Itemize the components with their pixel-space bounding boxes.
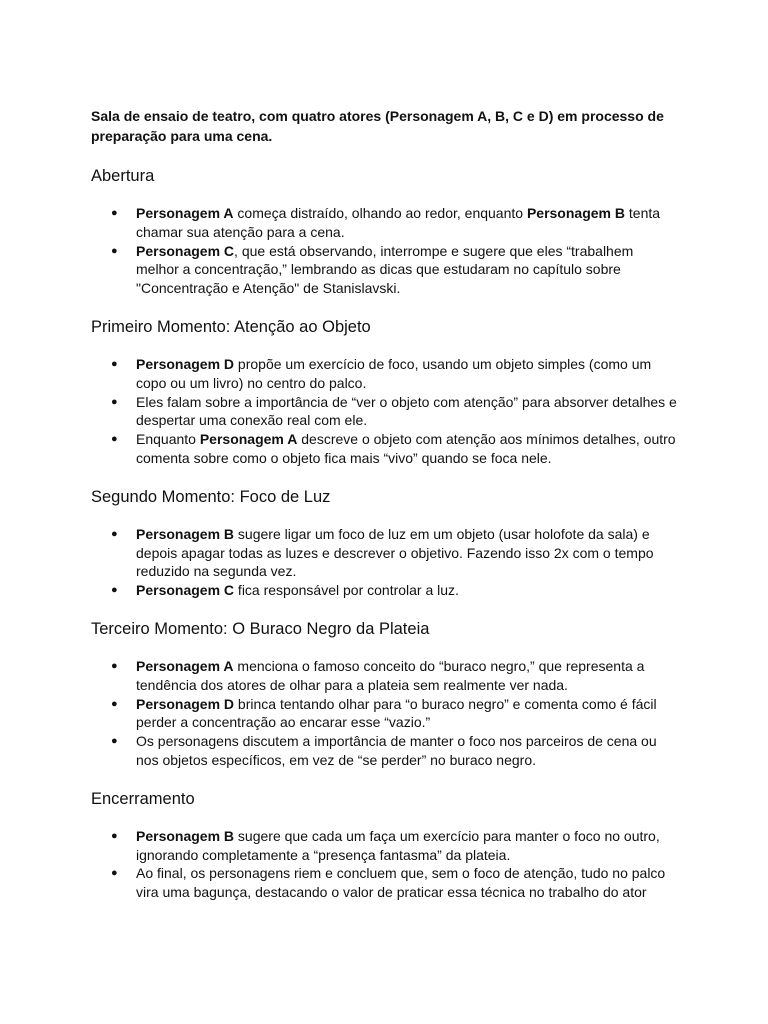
bullet-list (91, 204, 678, 298)
item-text: fica responsável por controlar a luz. (234, 582, 459, 599)
list-item (91, 581, 678, 600)
section-heading: Encerramento (91, 789, 195, 808)
list-item (91, 827, 678, 865)
character-name: Personagem B (136, 827, 235, 844)
character-name: Personagem C (136, 582, 235, 599)
item-text: começa distraído, olhando ao redor, enquanto (233, 205, 527, 221)
list-item (91, 242, 678, 298)
item-text: Ao final, os personagens riem e concluem que, sem o foco de atenção, tudo no palco vira uma bagunça, destacando o valor de praticar essa técnica no trabalho do ator (136, 865, 666, 901)
bullet-icon: ● (111, 244, 118, 257)
item-text: tenta chamar sua atenção para a cena. (136, 205, 661, 240)
item-text: , que está observando, interrompe e sugere que eles “trabalhem melhor a concentração,” lembrando as dicas que estudaram no capítulo sobre "Concentração e Atenção" de Stanislavski. (136, 242, 634, 297)
list-item (91, 657, 678, 695)
character-name: Personagem C (136, 242, 235, 259)
character-name: Personagem A (199, 431, 298, 448)
bullet-icon: ● (111, 395, 118, 408)
bullet-icon: ● (111, 433, 118, 446)
item-text: Enquanto (136, 431, 200, 448)
character-name: Personagem A (136, 657, 234, 674)
item-text: menciona o famoso conceito do “buraco negro,” que representa a tendência dos atores de olhar para a plateia sem realmente ver nada. (136, 657, 645, 693)
bullet-icon: ● (111, 584, 118, 597)
list-item (91, 864, 678, 902)
section-heading: Terceiro Momento: O Buraco Negro da Plateia (91, 619, 430, 638)
character-name: Personagem B (526, 205, 625, 221)
character-name: Personagem A (136, 205, 234, 221)
bullet-icon: ● (111, 829, 118, 842)
list-item (91, 732, 678, 770)
item-text: sugere ligar um foco de luz em um objeto (usar holofote da sala) e depois apagar todas as luzes e descrever o objetivo. Fazendo isso 2x com o tempo reduzido na segunda vez. (136, 525, 654, 580)
bullet-list (91, 827, 678, 902)
character-name: Personagem D (136, 695, 235, 712)
character-name: Personagem B (136, 525, 235, 542)
list-item (91, 355, 678, 393)
bullet-list (91, 525, 678, 600)
bullet-icon: ● (111, 735, 118, 748)
list-item (91, 695, 678, 733)
list-item (91, 525, 678, 581)
item-text: Os personagens discutem a importância de manter o foco nos parceiros de cena ou nos objetos específicos, em vez de “se perder” no buraco negro. (136, 733, 657, 768)
character-name: Personagem D (136, 355, 235, 372)
sections-container (91, 166, 678, 902)
item-text: brinca tentando olhar para “o buraco negro” e comenta como é fácil perder a concentração ao encarar esse “vazio.” (136, 695, 657, 731)
bullet-icon: ● (111, 659, 118, 672)
list-item (91, 204, 678, 242)
item-text: descreve o objeto com atenção aos mínimos detalhes, outro comenta sobre como o objeto fica mais “vivo” quando se foca nele. (136, 431, 676, 466)
item-text: propõe um exercício de foco, usando um objeto simples (como um copo ou um livro) no centro do palco. (136, 355, 652, 391)
intro-paragraph: Sala de ensaio de teatro, com quatro atores (Personagem A, B, C e D) em processo de preparação para uma cena. (91, 108, 664, 144)
list-item (91, 430, 678, 468)
bullet-icon: ● (111, 207, 118, 219)
section-heading: Primeiro Momento: Atenção ao Objeto (91, 317, 371, 336)
item-text: sugere que cada um faça um exercício para manter o foco no outro, ignorando completamente a “presença fantasma” da plateia. (136, 827, 660, 863)
section-heading: Abertura (91, 167, 155, 185)
section-heading: Segundo Momento: Foco de Luz (91, 487, 331, 506)
bullet-icon: ● (111, 527, 118, 540)
bullet-list (91, 355, 678, 468)
bullet-icon: ● (111, 357, 118, 370)
bullet-icon: ● (111, 697, 118, 710)
bullet-icon: ● (111, 867, 118, 880)
list-item (91, 393, 678, 431)
bullet-list (91, 657, 678, 770)
item-text: Eles falam sobre a importância de “ver o objeto com atenção” para absorver detalhes e despertar uma conexão real com ele. (136, 393, 677, 429)
